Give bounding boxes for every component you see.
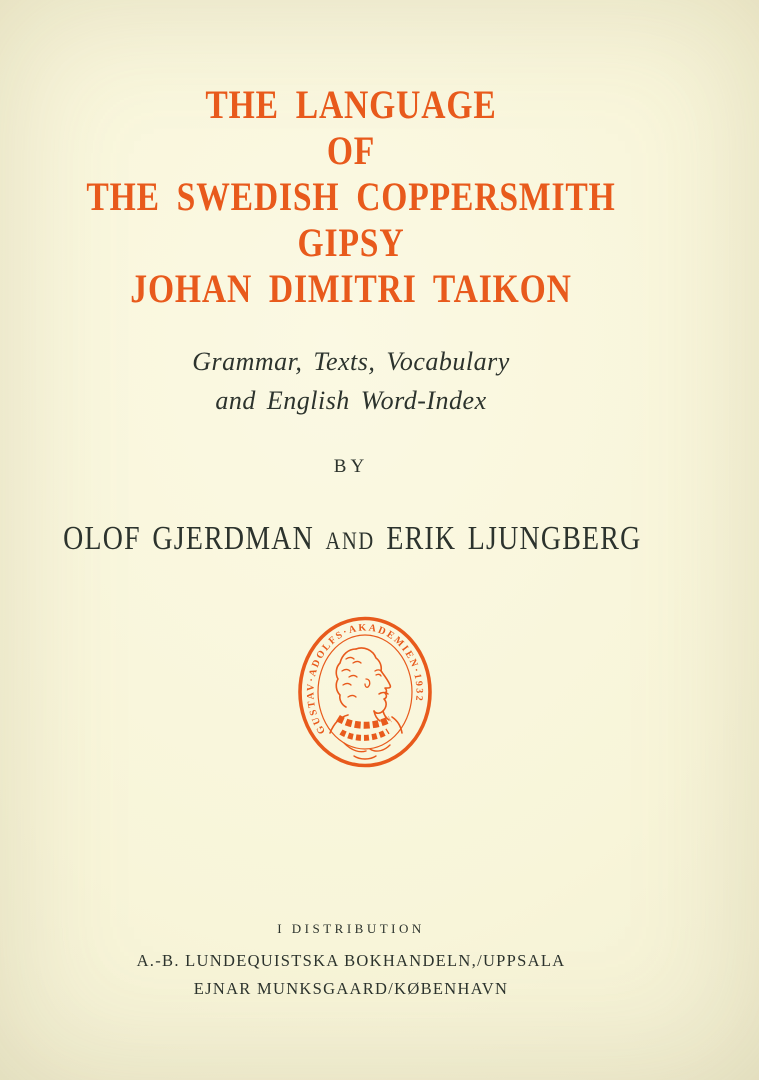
- book-title: [56, 0, 646, 312]
- title-line-4: JOHAN DIMITRI TAIKON: [130, 266, 572, 311]
- imprint-publisher-uppsala: A.-B. LUNDEQUISTSKA BOKHANDELN,/UPPSALA: [136, 951, 566, 970]
- medallion-legend: GUSTAV·ADOLFS·AKADEMIEN·1932: [305, 622, 425, 736]
- subtitle-line-2: and English Word-Index: [215, 386, 487, 415]
- authors-line: [63, 518, 642, 563]
- imprint-publisher-copenhagen: EJNAR MUNKSGAARD/KØBENHAVN: [193, 979, 509, 998]
- medallion-inner-ring: [318, 635, 412, 749]
- imprint-block: [0, 921, 702, 1003]
- authors-conjunction: AND: [325, 528, 375, 555]
- medallion-outer-ring: [300, 619, 430, 766]
- imprint-distribution: I DISTRIBUTION: [277, 921, 425, 936]
- gustav-adolfs-akademien-seal-icon: [296, 615, 434, 769]
- publisher-medallion: [0, 615, 702, 769]
- author-name-2: ERIK LJUNGBERG: [386, 520, 642, 557]
- subtitle-line-1: Grammar, Texts, Vocabulary: [192, 347, 510, 376]
- medallion-portrait: [330, 648, 402, 759]
- title-line-1: THE LANGUAGE: [205, 82, 497, 127]
- title-line-2: OF: [326, 128, 376, 173]
- book-subtitle: [0, 342, 702, 420]
- author-name-1: OLOF GJERDMAN: [63, 520, 315, 557]
- byline: BY: [333, 456, 369, 477]
- title-line-3: THE SWEDISH COPPERSMITH GIPSY: [86, 174, 616, 265]
